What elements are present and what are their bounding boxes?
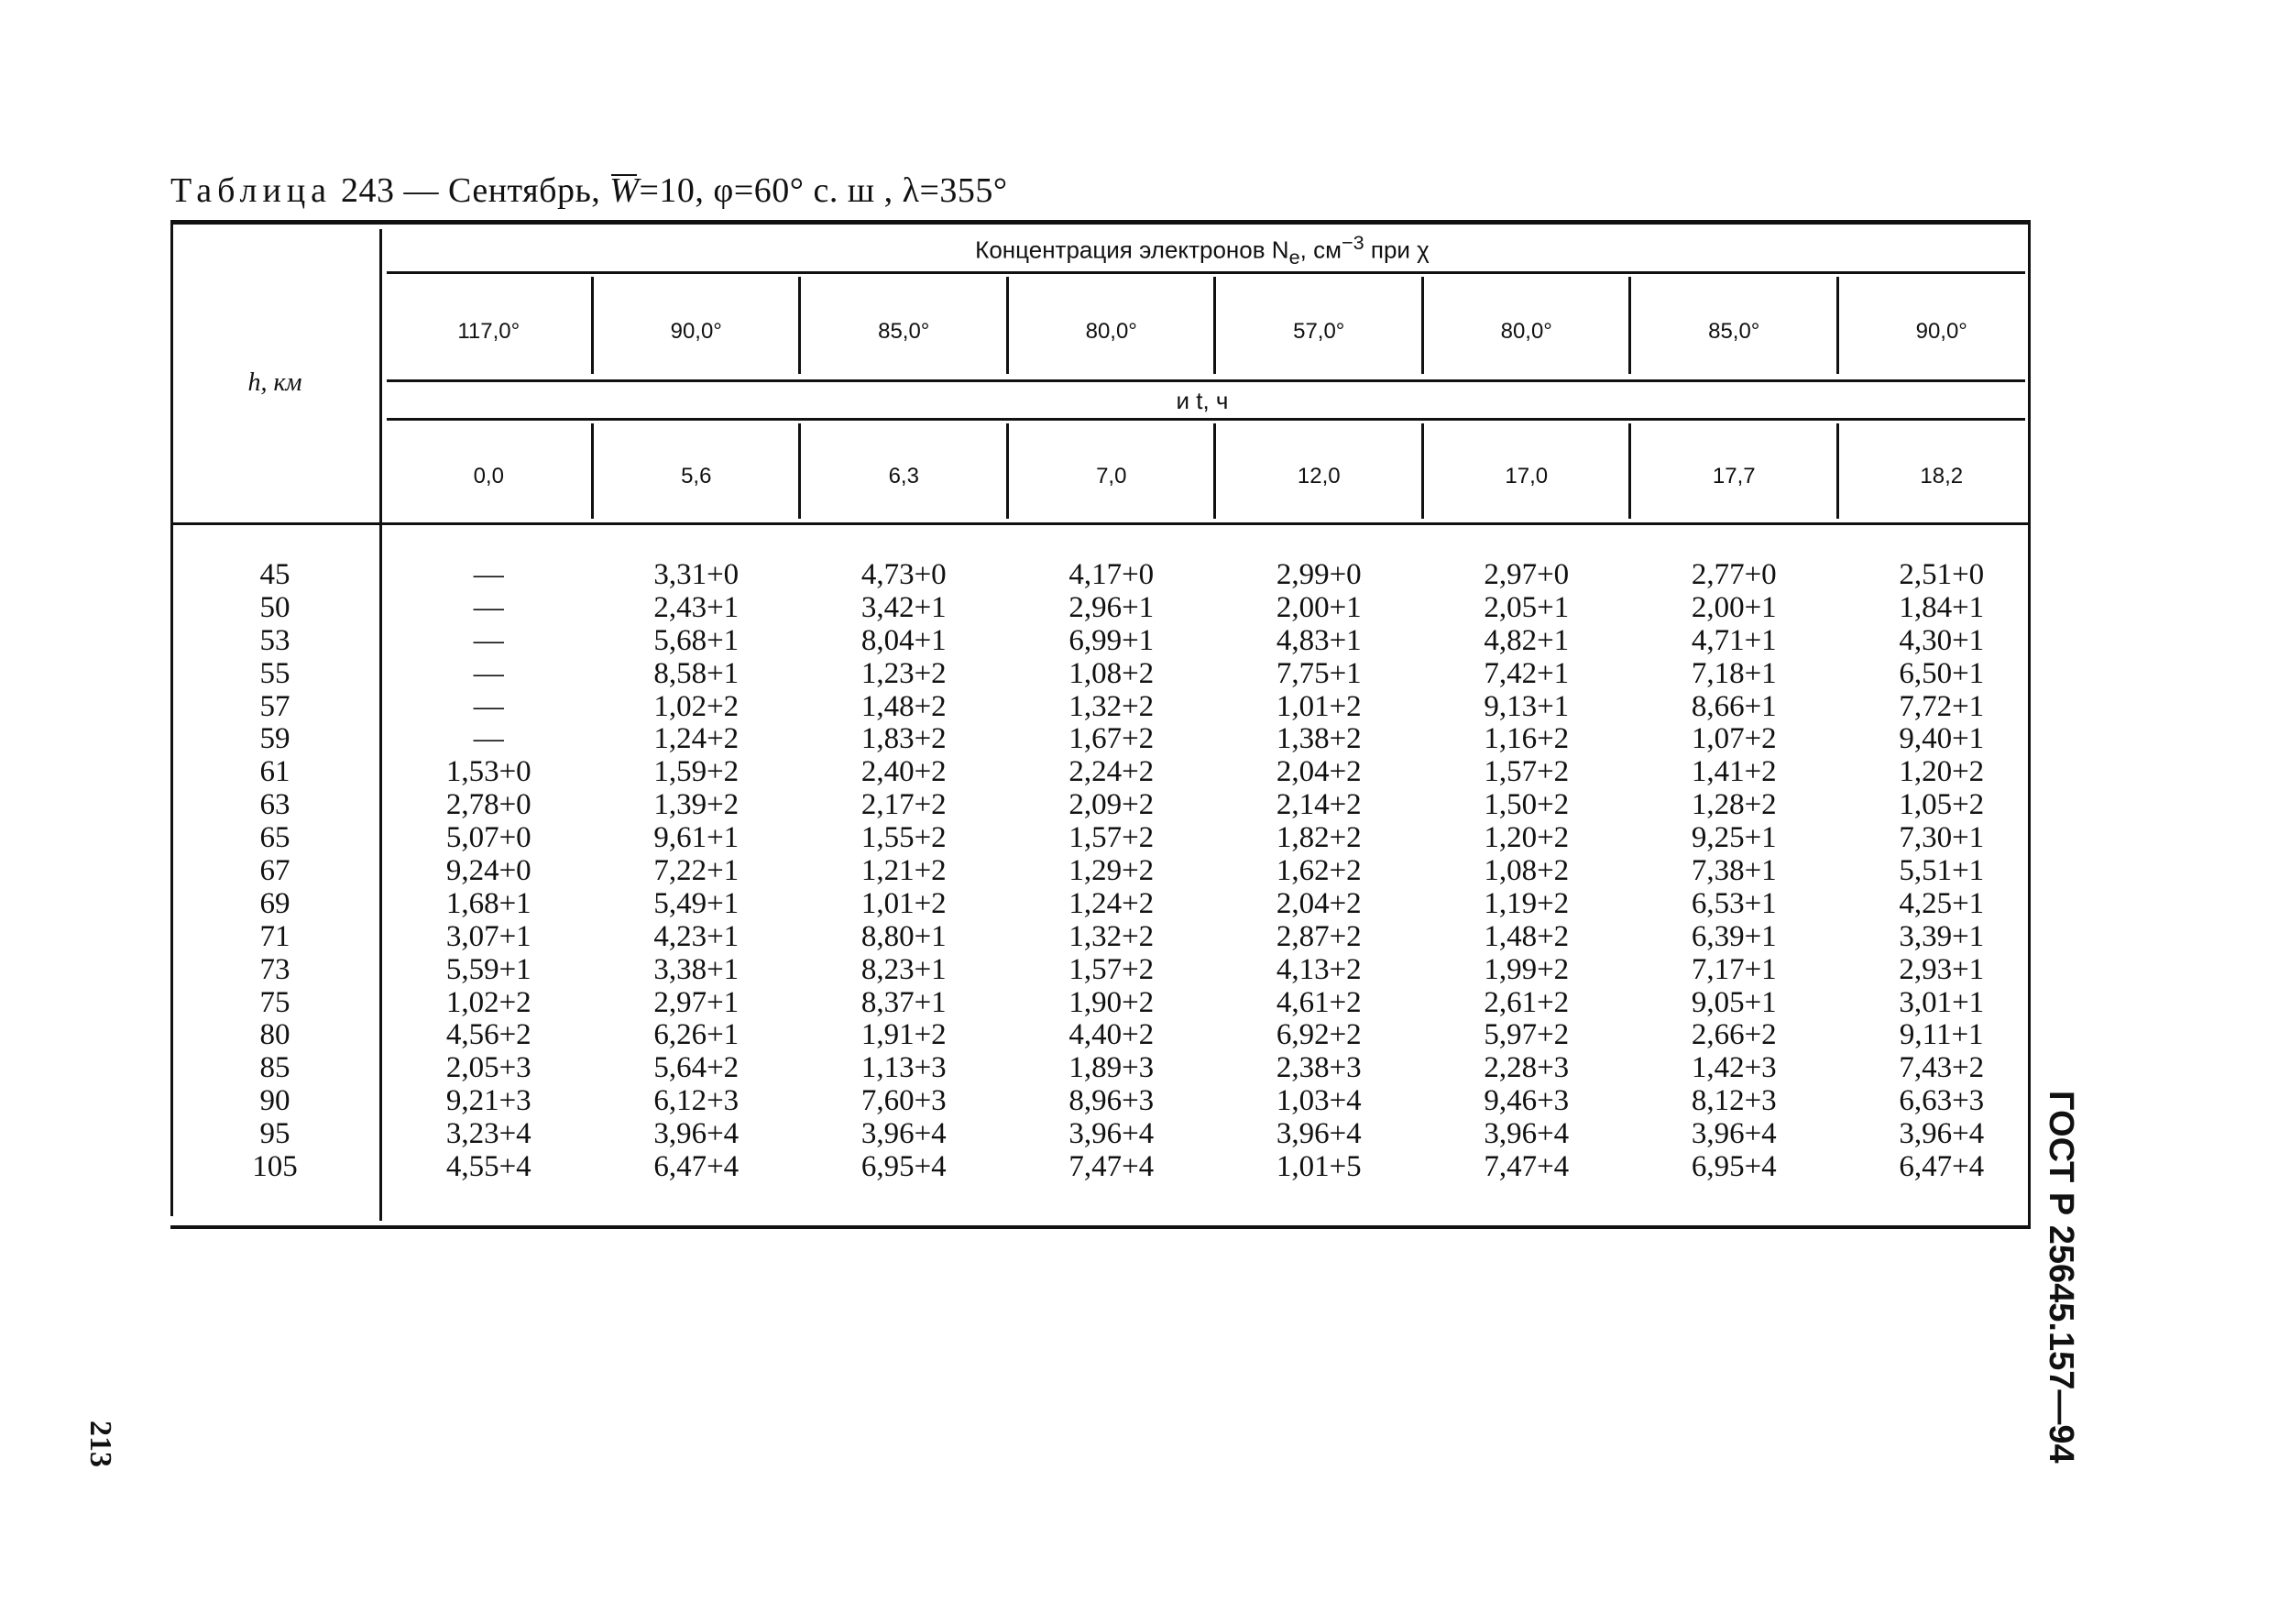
value-cell: 5,59+1 [445,952,531,986]
value-cell: 7,18+1 [1691,656,1777,690]
t-header-cell: 18,2 [1920,464,1964,488]
header-rule-2 [387,379,2025,382]
value-cell: 3,96+4 [1068,1117,1155,1151]
t-header-cell: 12,0 [1297,464,1341,488]
value-cell: 1,02+2 [445,985,531,1019]
value-cell: 8,37+1 [860,985,947,1019]
t-header-cell: 17,0 [1505,464,1549,488]
chi-header-cell: 80,0° [1085,319,1137,344]
height-cell: 80 [259,1018,290,1052]
value-cell: 3,23+4 [445,1117,531,1151]
value-cell: 1,55+2 [860,821,947,855]
value-cell: 4,25+1 [1899,886,1985,920]
time-header: и t, ч [1176,387,1229,414]
value-cell: 4,73+0 [860,558,947,591]
value-cell: 1,02+2 [653,689,740,723]
value-cell: 1,48+2 [1484,919,1570,953]
value-cell: 4,40+2 [1068,1018,1155,1052]
value-cell: 1,23+2 [860,656,947,690]
height-cell: 69 [259,886,290,920]
value-cell: 3,96+4 [1691,1117,1777,1151]
value-cell: 3,39+1 [1899,919,1985,953]
value-cell: 2,14+2 [1276,788,1362,822]
value-cell: 4,83+1 [1276,623,1362,657]
value-cell: 6,95+4 [1691,1150,1777,1184]
value-cell: 1,42+3 [1691,1051,1777,1085]
value-cell: 1,08+2 [1484,854,1570,888]
value-cell: 6,26+1 [653,1018,740,1052]
value-cell: 7,47+4 [1484,1150,1570,1184]
value-cell: 2,24+2 [1068,755,1155,789]
value-cell: 2,00+1 [1691,590,1777,624]
value-cell: 8,04+1 [860,623,947,657]
column-divider [591,423,594,519]
table-bottom-rule [170,1225,2031,1229]
value-cell: 1,07+2 [1691,722,1777,756]
column-divider [1421,423,1424,519]
value-cell: 6,92+2 [1276,1018,1362,1052]
value-cell: 3,96+4 [1276,1117,1362,1151]
value-cell: 2,40+2 [860,755,947,789]
value-cell: 5,68+1 [653,623,740,657]
value-cell: 9,11+1 [1899,1018,1984,1052]
value-column [593,559,801,1184]
value-cell: 9,24+0 [445,854,531,888]
value-cell: 1,16+2 [1484,722,1570,756]
chi-header-cell: 85,0° [1708,319,1760,344]
value-cell: 5,07+0 [445,821,531,855]
value-cell: 2,28+3 [1484,1051,1570,1085]
value-cell: 8,80+1 [860,919,947,953]
value-cell: 1,32+2 [1068,919,1155,953]
value-cell: 1,01+5 [1276,1150,1362,1184]
value-cell: 6,39+1 [1691,919,1777,953]
value-cell: 6,47+4 [1899,1150,1985,1184]
chi-header-cell: 80,0° [1500,319,1552,344]
height-cell: 105 [252,1150,298,1184]
value-cell: 1,53+0 [445,755,531,789]
value-cell: 5,49+1 [653,886,740,920]
t-header-cell: 5,6 [681,464,712,488]
column-divider [1421,277,1424,374]
value-column [800,559,1008,1184]
value-cell: 1,84+1 [1899,590,1985,624]
value-cell: 2,51+0 [1899,558,1985,591]
chi-header-cell: 90,0° [670,319,722,344]
value-cell: 7,30+1 [1899,821,1985,855]
value-cell: 3,31+0 [653,558,740,591]
value-cell: 8,12+3 [1691,1084,1777,1118]
value-cell: 1,67+2 [1068,722,1155,756]
value-cell: 2,87+2 [1276,919,1362,953]
chi-header-cell: 90,0° [1915,319,1967,344]
value-cell: 1,20+2 [1899,755,1985,789]
value-cell: 4,30+1 [1899,623,1985,657]
height-cell: 65 [259,821,290,855]
value-cell: 4,82+1 [1484,623,1570,657]
caption-phi: φ=60° с. ш , [713,171,893,210]
table-top-rule [170,220,2031,225]
caption-lambda: λ=355° [902,171,1008,210]
value-cell: 6,12+3 [653,1084,740,1118]
value-cell: 1,13+3 [860,1051,947,1085]
value-cell: 6,47+4 [653,1150,740,1184]
value-cell: 4,23+1 [653,919,740,953]
header-rule-1 [387,271,2025,274]
value-cell: 1,90+2 [1068,985,1155,1019]
column-divider [1836,277,1839,374]
value-cell: 1,59+2 [653,755,740,789]
value-cell: 6,99+1 [1068,623,1155,657]
value-column [385,559,593,1184]
column-divider [1006,423,1009,519]
value-cell: 2,96+1 [1068,590,1155,624]
t-header-cell: 0,0 [473,464,504,488]
caption-label: Таблица [170,171,333,210]
value-cell: 6,53+1 [1691,886,1777,920]
value-cell: 7,47+4 [1068,1150,1155,1184]
column-divider [798,423,801,519]
stub-divider [379,229,382,1221]
value-cell: 7,75+1 [1276,656,1362,690]
value-cell: 4,55+4 [445,1150,531,1184]
value-cell: 3,96+4 [1899,1117,1985,1151]
caption-month: — Сентябрь, [403,171,601,210]
value-cell: 1,32+2 [1068,689,1155,723]
value-cell: 2,99+0 [1276,558,1362,591]
value-cell: 7,22+1 [653,854,740,888]
value-cell: 8,23+1 [860,952,947,986]
height-cell: 59 [259,722,290,756]
value-cell: — [473,558,504,591]
value-cell: 7,38+1 [1691,854,1777,888]
value-cell: 4,61+2 [1276,985,1362,1019]
value-cell: 3,96+4 [1484,1117,1570,1151]
value-cell: 3,07+1 [445,919,531,953]
chi-header-cell: 57,0° [1293,319,1345,344]
document-code: ГОСТ Р 25645.157—94 [2042,1091,2080,1464]
t-header-cell: 17,7 [1712,464,1756,488]
value-cell: 1,29+2 [1068,854,1155,888]
value-cell: 1,38+2 [1276,722,1362,756]
value-cell: 3,96+4 [653,1117,740,1151]
column-divider [1006,277,1009,374]
column-divider [1628,423,1631,519]
value-cell: 2,97+1 [653,985,740,1019]
value-cell: 1,19+2 [1484,886,1570,920]
value-cell: 5,97+2 [1484,1018,1570,1052]
value-cell: 8,58+1 [653,656,740,690]
height-cell: 57 [259,689,290,723]
value-cell: 4,13+2 [1276,952,1362,986]
value-cell: 1,57+2 [1068,952,1155,986]
value-cell: 1,05+2 [1899,788,1985,822]
height-cell: 53 [259,623,290,657]
value-cell: 8,96+3 [1068,1084,1155,1118]
value-cell: 1,01+2 [860,886,947,920]
caption-w-symbol: W [609,171,640,210]
value-cell: 4,17+0 [1068,558,1155,591]
value-cell: 2,04+2 [1276,886,1362,920]
value-cell: — [473,590,504,624]
value-column [1215,559,1423,1184]
value-cell: 2,09+2 [1068,788,1155,822]
value-cell: 9,40+1 [1899,722,1985,756]
value-cell: 4,56+2 [445,1018,531,1052]
value-cell: 2,61+2 [1484,985,1570,1019]
column-divider [591,277,594,374]
height-cell: 63 [259,788,290,822]
height-cell: 73 [259,952,290,986]
value-cell: 2,04+2 [1276,755,1362,789]
value-cell: 6,63+3 [1899,1084,1985,1118]
value-cell: 1,48+2 [860,689,947,723]
caption-number: 243 [341,171,395,210]
value-cell: — [473,689,504,723]
value-cell: 1,50+2 [1484,788,1570,822]
value-cell: 8,66+1 [1691,689,1777,723]
value-cell: 5,51+1 [1899,854,1985,888]
value-cell: 7,60+3 [860,1084,947,1118]
height-header: h, км [247,368,302,397]
value-cell: 9,61+1 [653,821,740,855]
column-divider [1628,277,1631,374]
data-table [170,220,2031,1230]
value-cell: 1,08+2 [1068,656,1155,690]
value-cell: 4,71+1 [1691,623,1777,657]
value-cell: 1,24+2 [1068,886,1155,920]
value-column [1008,559,1216,1184]
value-cell: 9,46+3 [1484,1084,1570,1118]
value-cell: 2,17+2 [860,788,947,822]
value-cell: 1,89+3 [1068,1051,1155,1085]
value-cell: 3,38+1 [653,952,740,986]
value-cell: 1,41+2 [1691,755,1777,789]
header-rule-3 [387,418,2025,421]
chi-header-cell: 117,0° [457,319,520,344]
value-cell: 3,01+1 [1899,985,1985,1019]
height-cell: 45 [259,558,290,591]
value-cell: 1,62+2 [1276,854,1362,888]
value-column [1838,559,2046,1184]
value-cell: 2,66+2 [1691,1018,1777,1052]
value-cell: 2,43+1 [653,590,740,624]
page-number: 213 [83,1421,117,1467]
column-divider [1213,277,1216,374]
value-cell: 2,00+1 [1276,590,1362,624]
value-cell: 2,77+0 [1691,558,1777,591]
value-cell: 7,42+1 [1484,656,1570,690]
height-cell: 90 [259,1084,290,1118]
value-cell: 1,20+2 [1484,821,1570,855]
value-cell: 1,57+2 [1068,821,1155,855]
height-cell: 71 [259,919,290,953]
value-cell: 3,42+1 [860,590,947,624]
value-cell: 9,05+1 [1691,985,1777,1019]
value-cell: 1,01+2 [1276,689,1362,723]
height-cell: 67 [259,854,290,888]
value-cell: 1,39+2 [653,788,740,822]
value-cell: 1,24+2 [653,722,740,756]
height-cell: 55 [259,656,290,690]
column-divider [798,277,801,374]
value-cell: — [473,722,504,756]
height-cell: 85 [259,1051,290,1085]
value-cell: 2,05+1 [1484,590,1570,624]
t-header-cell: 6,3 [888,464,919,488]
value-cell: 1,83+2 [860,722,947,756]
height-cell: 50 [259,590,290,624]
value-cell: 6,95+4 [860,1150,947,1184]
value-cell: 1,21+2 [860,854,947,888]
value-cell: — [473,656,504,690]
column-divider [1836,423,1839,519]
header-bottom-rule [170,522,2031,525]
value-cell: 2,05+3 [445,1051,531,1085]
value-cell: 7,72+1 [1899,689,1985,723]
height-cell: 61 [259,755,290,789]
value-column [1423,559,1631,1184]
value-cell: 2,38+3 [1276,1051,1362,1085]
value-cell: 1,82+2 [1276,821,1362,855]
value-cell: 1,28+2 [1691,788,1777,822]
height-column [170,559,379,1184]
value-cell: 2,78+0 [445,788,531,822]
height-cell: 95 [259,1117,290,1151]
value-cell: 1,57+2 [1484,755,1570,789]
height-cell: 75 [259,985,290,1019]
value-cell: — [473,623,504,657]
value-cell: 1,91+2 [860,1018,947,1052]
value-column [1630,559,1838,1184]
value-cell: 3,96+4 [860,1117,947,1151]
concentration-header: Концентрация электронов $N_e$, $см^{-3}$ при χ [975,231,1430,269]
value-cell: 2,97+0 [1484,558,1570,591]
value-cell: 1,68+1 [445,886,531,920]
value-cell: 6,50+1 [1899,656,1985,690]
chi-header-cell: 85,0° [878,319,930,344]
value-cell: 5,64+2 [653,1051,740,1085]
caption-w-value: =10, [639,171,705,210]
value-cell: 2,93+1 [1899,952,1985,986]
value-cell: 7,43+2 [1899,1051,1985,1085]
column-divider [1213,423,1216,519]
t-header-cell: 7,0 [1096,464,1127,488]
value-cell: 1,99+2 [1484,952,1570,986]
value-cell: 1,03+4 [1276,1084,1362,1118]
table-caption [170,170,1008,211]
value-cell: 9,21+3 [445,1084,531,1118]
value-cell: 9,13+1 [1484,689,1570,723]
value-cell: 9,25+1 [1691,821,1777,855]
value-cell: 7,17+1 [1691,952,1777,986]
